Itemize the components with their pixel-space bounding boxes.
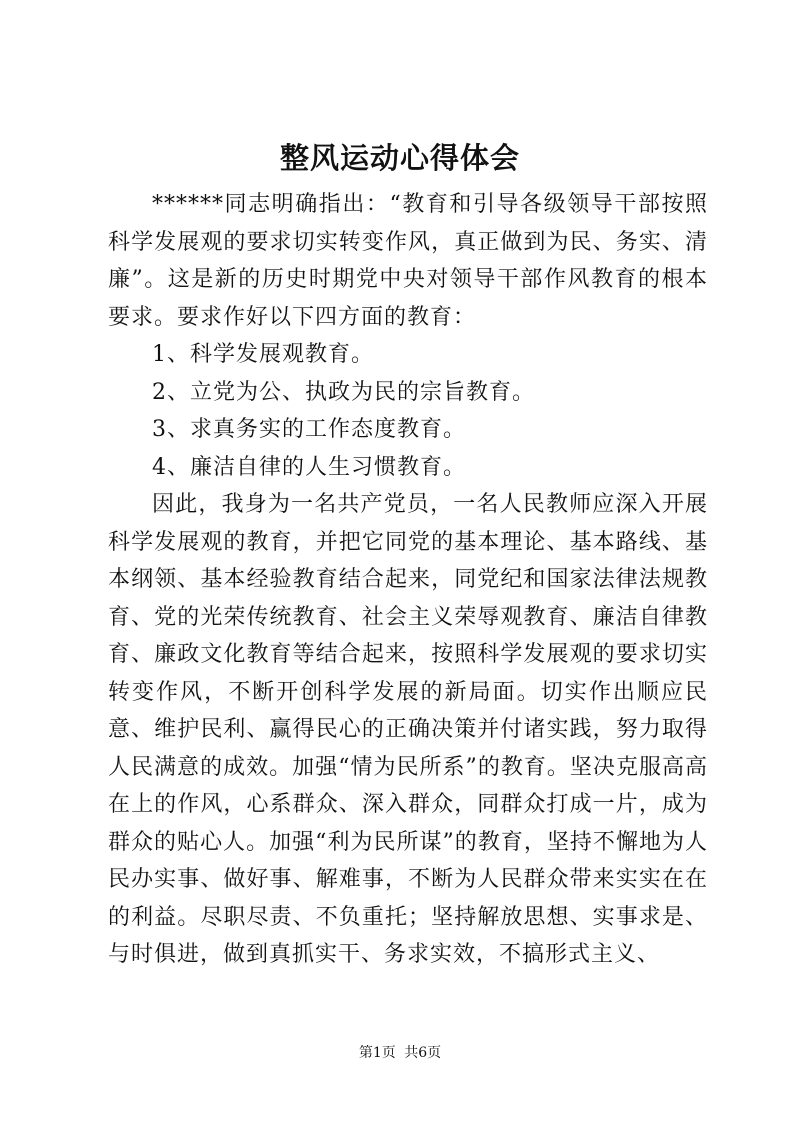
page-footer bbox=[0, 1043, 800, 1063]
list-item: 2、立党为公、执政为民的宗旨教育。 bbox=[152, 379, 535, 405]
document-body bbox=[108, 186, 708, 974]
paragraph-intro: ******同志明确指出：“教育和引导各级领导干部按照科学发展观的要求切实转变作风，真正做到为民、务实、清廉”。这是新的历史时期党中央对领导干部作风教育的根本要求。要求作好以下四方面的教育： bbox=[108, 192, 708, 330]
page-total: 共6页 bbox=[404, 1045, 442, 1061]
list-item: 1、科学发展观教育。 bbox=[152, 342, 374, 367]
list-item: 4、廉洁自律的人生习惯教育。 bbox=[152, 454, 466, 480]
paragraph-main: 因此，我身为一名共产党员，一名人民教师应深入开展科学发展观的教育，并把它同党的基本理论、基本路线、基本纲领、基本经验教育结合起来，同党纪和国家法律法规教育、党的光荣传统教育、社会主义荣辱观教育、廉洁自律教育、廉政文化教育等结合起来，按照科学发展观的要求切实转变作风，不断开创科学发展的新局面。切实作出顺应民意、维护民利、赢得民心的正确决策并付诸实践，努力取得人民满意的成效。加强“情为民所系”的教育。坚决克服高高在上的作风，心系群众、深入群众，同群众打成一片，成为群众的贴心人。加强“利为民所谋”的教育，坚持不懈地为人民办实事、做好事、解难事，不断为人民群众带来实实在在的利益。尽职尽责、不负重托；坚持解放思想、实事求是、与时俱进，做到真抓实干、务求实效，不搞形式主义、 bbox=[108, 492, 708, 967]
page-number: 第1页 bbox=[358, 1045, 396, 1061]
document-title: 整风运动心得体会 bbox=[279, 141, 520, 175]
list-item: 3、求真务实的工作态度教育。 bbox=[152, 417, 466, 442]
